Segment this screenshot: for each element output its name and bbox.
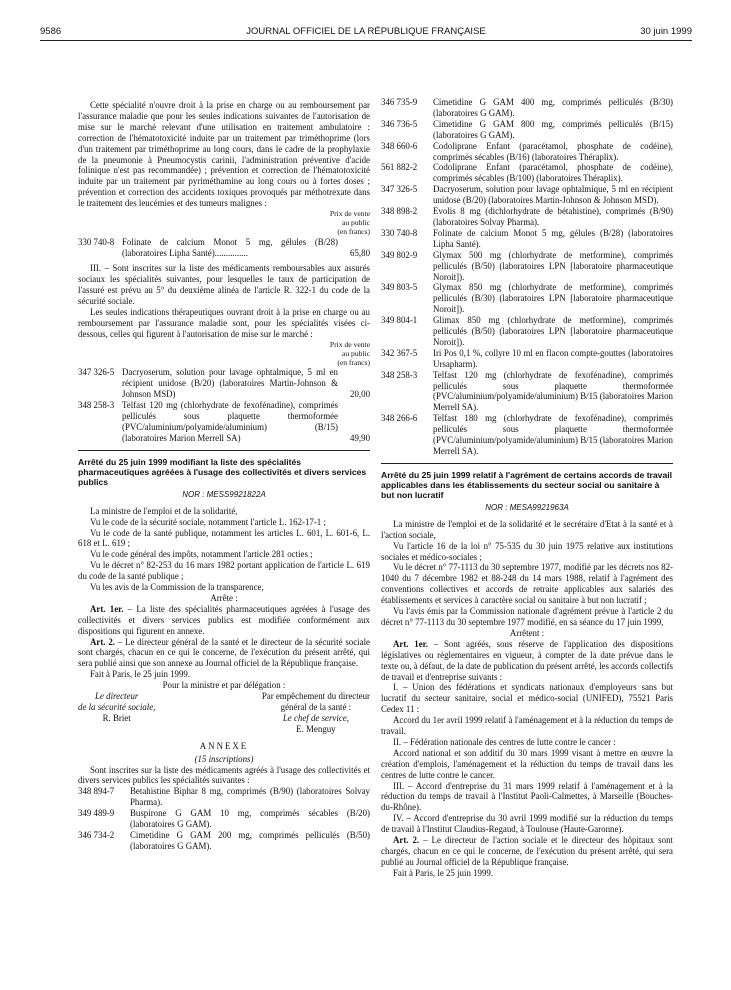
- list-item: 346 734-2 Cimetidine G GAM 200 mg, comprimés pelliculés (B/50) (laboratoires G GAM).: [78, 829, 370, 851]
- paragraph: Sont inscrites sur la liste des médicaments agréés à l'usage des collectivités et divers services publics les spécialités suivantes :: [78, 764, 370, 786]
- list-item: 348 660-6 Codoliprane Enfant (paracétamol, phosphate de codéine), comprimés sécables (B/16) (laboratoires Théraplix).: [381, 140, 673, 162]
- journal-title: JOURNAL OFFICIEL DE LA RÉPUBLIQUE FRANÇAISE: [246, 26, 486, 37]
- signature-block: [78, 691, 370, 735]
- page-header: [40, 26, 692, 40]
- right-column: [381, 97, 673, 879]
- left-column: [78, 100, 370, 852]
- signature-right: Par empêchement du directeur général de la santé : Le chef de service, E. Menguy: [261, 691, 370, 734]
- paragraph: IV. – Accord d'entreprise du 30 avril 1999 modifié sur la réduction du temps de travail à l'Institut Claudius-Regaud, à Toulouse (Haute-Garonne).: [381, 813, 673, 835]
- annexe-heading: ANNEXE: [199, 740, 249, 751]
- nor-reference: NOR : MESS9921822A: [182, 489, 266, 499]
- paragraph: Vu le décret n° 77-1113 du 30 septembre 1977, modifié par les décrets nos 82-1040 du 7 décembre 1982 et 88-248 du 14 mars 1988, relatif à l'agrément des conventions collectives et accords de retraite applicables aux salariés des établissements et services à caractère social ou sanitaire à but non lucratif ;: [381, 562, 673, 606]
- paragraph: Vu le code général des impôts, notamment l'article 281 octies ;: [90, 549, 313, 560]
- paragraph: Les seules indications thérapeutiques ouvrant droit à la prise en charge ou au remboursement par l'assurance maladie sont, pour les spécialités visées ci-dessous, celles qui figurent à l'autorisation de mise sur le marché :: [78, 307, 370, 339]
- paragraph: I. – Union des fédérations et syndicats nationaux d'employeurs sans but lucratif du secteur sanitaire, social et médico-social (UNIFED), 75521 Paris Cedex 11 :: [381, 682, 673, 715]
- list-item: 347 326-5 Dacryoserum, solution pour lavage ophtalmique, 5 ml en récipient unidose (B/20) (laboratoires Martin-Johnson & Johnson MSD).: [381, 184, 673, 206]
- list-item: 349 802-9 Glymax 500 mg (chlorhydrate de metformine), comprimés pelliculés (B/50) (laboratoires LPN [laboratoire pharmaceutique Noroit]).: [381, 249, 673, 282]
- list-item: 348 898-2 Evolis 8 mg (dichlorhydrate de bétahistine), comprimés (B/90) (laboratoires Solvay Pharma).: [381, 206, 673, 227]
- article-1: Art. 1er. – La liste des spécialités pharmaceutiques agréées à l'usage des collectivités et divers services publics est modifiée conformément aux dispositions qui figurent en annexe.: [78, 603, 370, 636]
- paragraph: La ministre de l'emploi et de la solidarité,: [90, 505, 238, 516]
- decree-title: Arrêté du 25 juin 1999 relatif à l'agrément de certains accords de travail applicables dans les établissements du secteur social ou sanitaire à but non lucratif: [381, 469, 673, 500]
- list-item: 346 736-5 Cimetidine G GAM 800 mg, comprimés pelliculés (B/15) (laboratoires G GAM).: [381, 118, 673, 140]
- separator-rule: [381, 463, 673, 464]
- article-2: Art. 2. – Le directeur de l'action sociale et le directeur des hôpitaux sont chargés, chacun en ce qui le concerne, de l'exécution du présent arrêté, qui sera publié au Journal officiel de la République française.: [381, 835, 673, 867]
- issue-date: 30 juin 1999: [640, 26, 692, 37]
- arrete-heading: Arrête :: [210, 592, 238, 603]
- price-entry: 330 740-8 Folinate de calcium Monot 5 mg, gélules (B/28) (laboratoires Lipha Santé)............... 65,80: [78, 236, 370, 258]
- inscriptions-count: (15 inscriptions): [194, 753, 254, 764]
- price-entry: 347 326-5 Dacryoserum, solution pour lavage ophtalmique, 5 ml en récipient unidose (B/20) (laboratoires Martin-Johnson & Johnson MSD) 20,00: [78, 367, 370, 400]
- list-item: 561 882-2 Codoliprane Enfant (paracétamol, phosphate de codéine), comprimés sécables (B/100) (laboratoires Théraplix).: [381, 162, 673, 184]
- nor-reference: NOR : MESA9921963A: [485, 502, 569, 512]
- price-header: Prix de vente au public (en francs): [329, 339, 370, 368]
- date-line: Fait à Paris, le 25 juin 1999.: [90, 669, 191, 680]
- price-entry: 348 258-3 Telfast 120 mg (chlorhydrate de fexofénadine), comprimés pelliculés sous plaquette thermoformée (PVC/aluminium/polyamide/aluminium) (B/15) (laboratoires Marion Merrell SA) 49,90: [78, 400, 370, 443]
- paragraph: Vu le code de la sécurité sociale, notamment l'article L. 162-17-1 ;: [90, 516, 326, 527]
- separator-rule: [78, 450, 370, 451]
- arretent-heading: Arrêtent :: [509, 627, 545, 638]
- list-item: 349 803-5 Glymax 850 mg (chlorhydrate de metformine), comprimés pelliculés (B/30) (laboratoires LPN [laboratoire pharmaceutique Noroit]).: [381, 282, 673, 315]
- paragraph: La ministre de l'emploi et de la solidarité et le secrétaire d'Etat à la santé et à l'action sociale,: [381, 518, 673, 540]
- header-rule: [40, 40, 692, 41]
- paragraph: II. – Fédération nationale des centres de lutte contre le cancer :: [393, 736, 616, 747]
- decree-title: Arrêté du 25 juin 1999 modifiant la liste des spécialités pharmaceutiques agréées à l'usage des collectivités et divers services publics: [78, 456, 367, 487]
- list-item: 348 894-7 Betahistine Biphar 8 mg, comprimés (B/90) (laboratoires Solvay Pharma).: [78, 786, 370, 808]
- section-iii: III. – Sont inscrites sur la liste des médicaments remboursables aux assurés sociaux les spécialités suivantes, pour lesquelles le taux de participation de l'assuré est prévu au 5° du deuxième alinéa de l'article R. 322-1 du code de la sécurité sociale.: [78, 263, 370, 307]
- paragraph: Vu l'article 16 de la loi n° 75-535 du 30 juin 1975 relative aux institutions sociales et médico-sociales ;: [381, 540, 673, 562]
- paragraph: III. – Accord d'entreprise du 31 mars 1999 relatif à l'aménagement et à la réduction du temps de travail à l'Institut Paoli-Calmettes, à Marseille (Bouches-du-Rhône).: [381, 780, 673, 813]
- paragraph: Vu le décret n° 82-253 du 16 mars 1982 portant application de l'article L. 619 du code de la santé publique ;: [78, 560, 370, 582]
- intro-paragraph: Cette spécialité n'ouvre droit à la prise en charge ou au remboursement par l'assurance maladie que pour les seules indications suivantes de l'autorisation de mise sur le marché relevant d'une utilisation en traitement ambulatoire : correction de l'hématotoxicité induite par un traitement par triméthoprime (lors d'un traitement par triméthoprime au long cours, dans le cadre de la prophylaxie de la pneumonie à Pneumocystis carinii, l'administration préventive d'acide folinique n'est pas recommandée) ; prévention et correction de l'hématotoxicité induite par un traitement par pyriméthamine au long cours ou à fortes doses ; prévention et correction des accidents toxiques provoqués par méthotrexate dans le traitement des leucémies et des tumeurs malignes :: [78, 100, 370, 209]
- list-item: 330 740-8 Folinate de calcium Monot 5 mg, gélules (B/28) (laboratoires Lipha Santé).: [381, 227, 673, 249]
- paragraph: Vu le code de la santé publique, notamment les articles L. 601, L. 601-6, L. 618 et L. 619 ;: [78, 527, 370, 549]
- article-1: Art. 1er. – Sont agréés, sous réserve de l'application des dispositions législatives ou réglementaires en vigueur, à compter de la date prévue dans le texte ou, à défaut, de la date de publication du présent arrêté, les accords collectifs de travail et d'entreprise suivants :: [381, 638, 674, 682]
- list-item: 346 735-9 Cimetidine G GAM 400 mg, comprimés pelliculés (B/30) (laboratoires G GAM).: [381, 97, 673, 118]
- paragraph: Vu l'avis émis par la Commission nationale d'agrément prévue à l'article 2 du décret n° 77-1113 du 30 septembre 1977 modifié, en sa séance du 17 juin 1999,: [381, 606, 673, 627]
- price-header: Prix de vente au public (en francs): [329, 209, 370, 237]
- delegation-line: Pour la ministre et par délégation :: [162, 680, 286, 691]
- list-item: 342 367-5 Iri Pos 0,1 %, collyre 10 ml en flacon compte-gouttes (laboratoires Ursapharm).: [381, 347, 673, 369]
- article-2: Art. 2. – Le directeur général de la santé et le directeur de la sécurité sociale sont chargés, chacun en ce qui le concerne, de l'exécution du présent arrêté, qui sera publié ainsi que son annexe au Journal officiel de la République française.: [78, 636, 370, 669]
- list-item: 349 804-1 Glimax 850 mg (chlorhydrate de metformine), comprimés pelliculés (B/50) (laboratoires LPN [laboratoire pharmaceutique Noroit]).: [381, 315, 673, 347]
- list-item: 348 258-3 Telfast 120 mg (chlorhydrate de fexofénadine), comprimés pelliculés sous plaquette thermoformée (PVC/aluminium/polyamide/aluminium) B/15 (laboratoires Marion Merrell SA).: [381, 369, 673, 413]
- page-number: 9586: [40, 26, 62, 37]
- list-item: 348 266-6 Telfast 180 mg (chlorhydrate de fexofénadine), comprimés pelliculés sous plaquette thermoformée (PVC/aluminium/polyamide/aluminium) B/15 (laboratoires Marion Merrell SA).: [381, 413, 673, 456]
- date-line: Fait à Paris, le 25 juin 1999.: [393, 867, 494, 878]
- signature-left: Le directeur de la sécurité sociale, R. Briet: [78, 691, 156, 723]
- list-item: 349 489-9 Buspirone G GAM 10 mg, comprimés sécables (B/20) (laboratoires G GAM).: [78, 808, 370, 830]
- paragraph: Accord du 1er avril 1999 relatif à l'aménagement et à la réduction du temps de travail.: [381, 715, 673, 737]
- paragraph: Vu les avis de la Commission de la transparence,: [90, 582, 264, 593]
- paragraph: Accord national et son additif du 30 mars 1999 visant à mettre en œuvre la création d'emplois, l'aménagement et la réduction du temps de travail dans les centres de lutte contre le cancer.: [381, 747, 673, 780]
